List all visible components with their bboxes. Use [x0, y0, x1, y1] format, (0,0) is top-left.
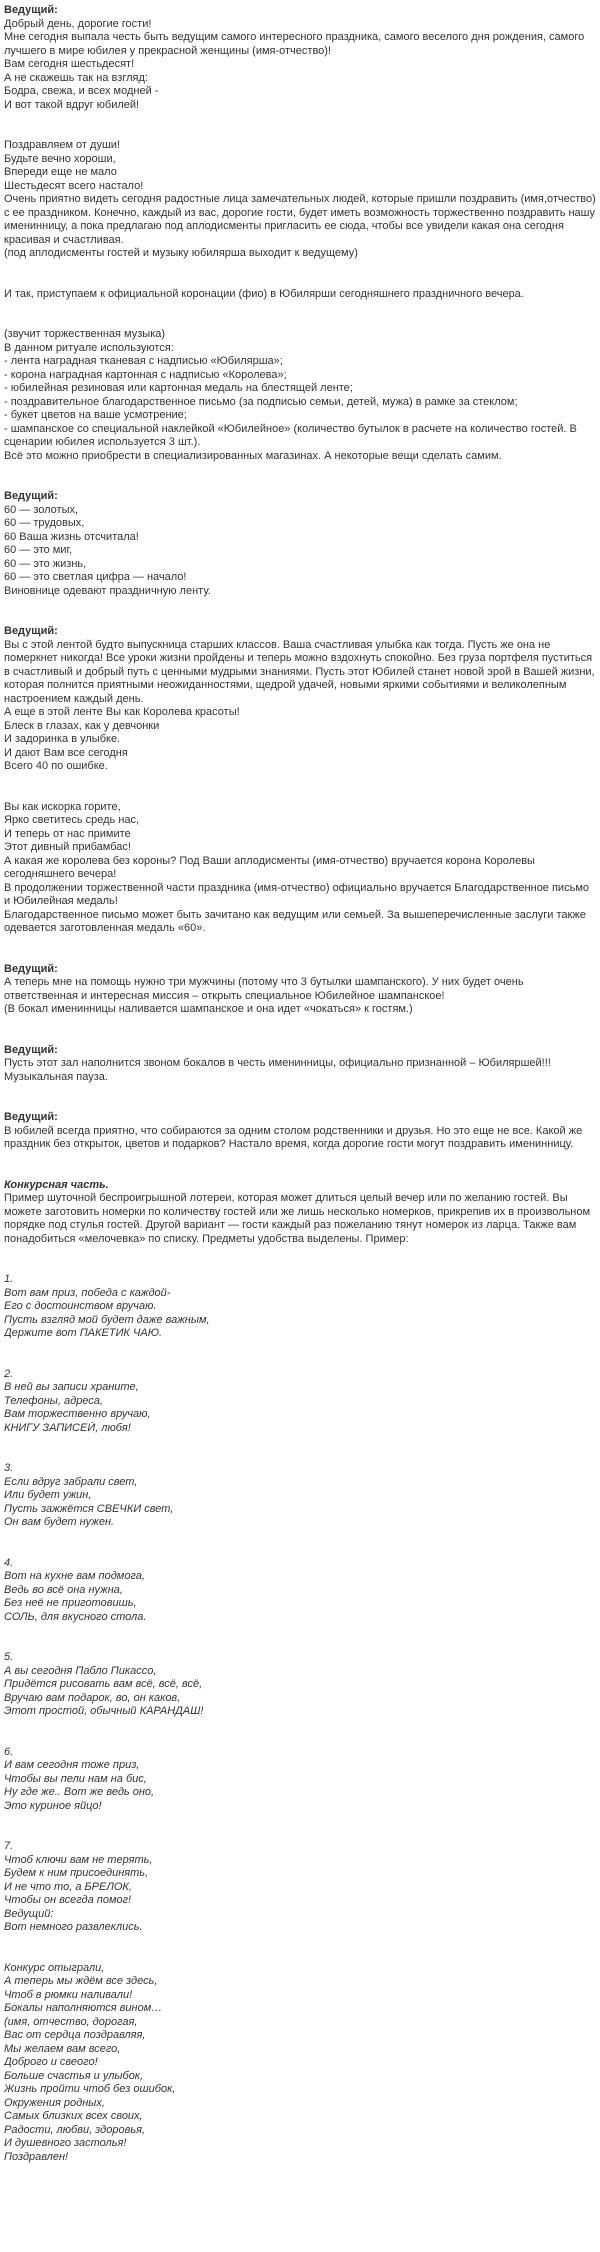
speaker-label: Ведущий:	[4, 1111, 58, 1123]
text-line: Шестьдесят всего настало!	[4, 179, 144, 192]
text-paragraph: Пример шуточной беспроигрышной лотереи, которая может длиться целый вечер или по желанию гостей. Вы можете заготовить номерки по количеству гостей или же лишь несколько номерков, прикрепив их в произвольном порядке под стулья гостей. Другой вариант — гости каждый раз пожеланию тянут номерок из ларца. Также вам понадобиться «мелочевка» по списку. Предметы удобства выделены. Пример:	[4, 1192, 591, 1245]
poem-line: Пусть взгляд мой будет даже важным,	[4, 1313, 210, 1326]
text-line: Добрый день, дорогие гости!	[4, 17, 152, 30]
text-line: Ярко светитесь средь нас,	[4, 814, 140, 826]
poem-number: 6.	[4, 1745, 14, 1758]
section-toast	[4, 1030, 596, 1084]
poem-line: И не что то, а БРЕЛОК,	[4, 1880, 132, 1893]
text-line: А не скажешь так на взгляд:	[4, 71, 148, 84]
text-line: И вот такой вдруг юбилей!	[4, 98, 140, 111]
final-toast-poem	[4, 1948, 596, 2164]
text-line: Бодра, свежа, и всех модней -	[4, 85, 159, 97]
section-ritual-items	[4, 315, 596, 464]
poem-line: Жизнь пройти чтоб без ошибок,	[4, 2083, 176, 2095]
poem-number: 2.	[4, 1367, 14, 1380]
poem-line: Будем к ним присоединять,	[4, 1867, 149, 1879]
speaker-label: Ведущий:	[4, 625, 58, 637]
spacer	[4, 787, 596, 801]
list-item: - лента наградная тканевая с надписью «Юбилярша»;	[4, 355, 283, 367]
spacer	[4, 612, 596, 626]
spacer	[4, 477, 596, 491]
prize-poem-3	[4, 1449, 596, 1530]
text-paragraph: Очень приятно видеть сегодня радостные лица замечательных людей, которые пришли поздравить (имя,отчество) с ее праздником. Конечно, каждый из вас, дорогие гости, будет иметь возможность торжественно поздравить нашу именинницу, а пока предлагаю под аплодисменты пригласить ее сюда, чтобы все увидели какая она сегодня красивая и счастливая.	[4, 193, 596, 246]
text-line: Поздравляем от души!	[4, 139, 120, 151]
spacer	[4, 1354, 596, 1368]
poem-line: Если вдруг забрали свет,	[4, 1475, 138, 1488]
spacer	[4, 1449, 596, 1463]
poem-line: Чтобы он всегда помог!	[4, 1894, 132, 1906]
poem-line: Этот простой, обычный КАРАНДАШ!	[4, 1705, 204, 1717]
poem-line: Вот немного развлеклись.	[4, 1921, 143, 1933]
text-line: Этот дивный прибамбас!	[4, 841, 131, 853]
poem-line: Вас от сердца поздравляя,	[4, 2029, 146, 2041]
section-heading: Конкурсная часть.	[4, 1178, 109, 1191]
prize-poem-7	[4, 1827, 596, 1935]
text-paragraph: И так, приступаем к официальной коронации (фио) в Юбилярши сегодняшнего праздничного вечера.	[4, 287, 524, 300]
text-paragraph: В юбилей всегда приятно, что собираются за одним столом родственники и друзья. Но это еще не все. Какой же праздник без открыток, цветов и подарков? Настало время, когда дорогие гости могут поздравить именинницу.	[4, 1124, 583, 1150]
list-item: - букет цветов на ваше усмотрение;	[4, 409, 187, 421]
section-ribbon	[4, 612, 596, 774]
list-item: - юбилейная резиновая или картонная медаль на блестящей ленте;	[4, 382, 353, 394]
spacer	[4, 1030, 596, 1044]
section-crown	[4, 787, 596, 936]
poem-line: Телефоны, адреса,	[4, 1394, 103, 1407]
text-line: И дают Вам все сегодня	[4, 746, 128, 759]
poem-number: 7.	[4, 1840, 14, 1852]
text-paragraph: Мне сегодня выпала честь быть ведущим самого интересного праздника, самого веселого дня рождения, самого лучшего в мире юбилея у прекрасной женщины (имя-отчество)!	[4, 31, 585, 57]
spacer	[4, 949, 596, 963]
poem-line: Мы желаем вам всего,	[4, 2042, 121, 2055]
poem-line: (имя, отчество, дорогая,	[4, 2015, 138, 2028]
section-greeting	[4, 4, 596, 112]
list-item: - шампанское со специальной наклейкой «Юбилейное» (количество бутылок в расчете на количество гостей. В сценарии юбилея используется 3 шт.).	[4, 422, 577, 448]
poem-line: Вот вам приз, победа с каждой-	[4, 1286, 171, 1299]
text-paragraph: Вы с этой лентой будто выпускница старших классов. Ваша счастливая улыбка как тогда. Пусть же она не померкнет никогда! Все уроки жизни пройдены и теперь можно вздохнуть спокойно. Без груза портфеля пуститься в счастливый и добрый путь с ценными мудрыми знаниями. Пусть этот Юбилей станет новой эрой в Вашей жизни, которая полнится приятными неожиданностями, щедрой удачей, новыми яркими событиями и великолепным настроением каждый день.	[4, 638, 595, 705]
list-item: - корона наградная картонная с надписью «Королева»;	[4, 368, 287, 381]
poem-line: Поздравлен!	[4, 2150, 69, 2163]
text-line: 60 — это светлая цифра — начало!	[4, 571, 187, 583]
text-line: 60 — это миг,	[4, 544, 73, 556]
text-line: 60 Ваша жизнь отсчитала!	[4, 530, 139, 543]
poem-line: Без неё не приготовишь,	[4, 1597, 137, 1609]
prize-poem-1	[4, 1260, 596, 1341]
poem-line: Держите вот ПАКЕТИК ЧАЮ.	[4, 1327, 163, 1339]
poem-line: В ней вы записи храните,	[4, 1381, 139, 1393]
section-congrats	[4, 126, 596, 261]
poem-line: И вам сегодня тоже приз,	[4, 1759, 140, 1771]
speaker-label: Ведущий:	[4, 4, 58, 16]
poem-line: Чтоб ключи вам не терять,	[4, 1853, 153, 1866]
poem-line: И душевного застолья!	[4, 2137, 127, 2149]
poem-number: 4.	[4, 1556, 14, 1569]
text-paragraph: А какая же королева без короны? Под Ваши аплодисменты (имя-отчество) вручается корона Королевы сегодняшнего вечера!	[4, 854, 535, 880]
text-line: Виновнице одевают праздничную ленту.	[4, 584, 211, 597]
text-line: (под аплодисменты гостей и музыку юбилярша выходит к ведущему)	[4, 247, 358, 259]
text-line: Вам сегодня шестьдесят!	[4, 58, 135, 70]
spacer	[4, 126, 596, 140]
poem-line: Вам торжественно вручаю,	[4, 1408, 151, 1420]
poem-line: Его с достоинством вручаю.	[4, 1300, 157, 1312]
text-line: Впереди еще не мало	[4, 166, 117, 178]
poem-line: Больше счастья и улыбок,	[4, 2069, 144, 2082]
poem-line: Радости, любви, здоровья,	[4, 2123, 146, 2136]
prize-poem-5	[4, 1638, 596, 1719]
spacer	[4, 1165, 596, 1179]
text-line: (В бокал именинницы наливается шампанское и она идет «чокаться» к гостям.)	[4, 1003, 413, 1015]
poem-line: Ведь во всё она нужна,	[4, 1583, 123, 1596]
spacer	[4, 1732, 596, 1746]
poem-line: Самых близких всех своих,	[4, 2110, 143, 2122]
poem-line: КНИГУ ЗАПИСЕЙ, любя!	[4, 1421, 131, 1434]
poem-line: Он вам будет нужен.	[4, 1516, 115, 1528]
poem-line: Ну где же.. Вот же ведь оно,	[4, 1786, 155, 1798]
text-line: Вы как искорка горите,	[4, 800, 121, 813]
prize-poem-6	[4, 1732, 596, 1813]
spacer	[4, 1948, 596, 1962]
speaker-label: Ведущий:	[4, 490, 58, 502]
text-line: А еще в этой ленте Вы как Королева красоты!	[4, 706, 240, 718]
text-line: И теперь от нас примите	[4, 827, 131, 840]
poem-line: Придётся рисовать вам всё, всё, всё,	[4, 1678, 203, 1690]
poem-number: 5.	[4, 1651, 14, 1663]
spacer	[4, 1260, 596, 1274]
spacer	[4, 1543, 596, 1557]
section-champagne	[4, 949, 596, 1017]
text-paragraph: Благодарственное письмо может быть зачитано как ведущим или семьей. За вышеперечисленные заслуги также одевается заготовленная медаль «60».	[4, 908, 586, 934]
speaker-label: Ведущий:	[4, 962, 58, 975]
text-line: И задоринка в улыбке.	[4, 733, 121, 745]
poem-line: Чтобы вы пели нам на бис,	[4, 1772, 147, 1785]
spacer	[4, 1638, 596, 1652]
poem-line: Ведущий:	[4, 1907, 54, 1920]
spacer	[4, 1098, 596, 1112]
spacer	[4, 315, 596, 329]
poem-line: Или будет ужин,	[4, 1489, 92, 1501]
text-paragraph: Всё это можно приобрести в специализированных магазинах. А некоторые вещи сделать самим.	[4, 449, 502, 462]
prize-poem-2	[4, 1354, 596, 1435]
poem-number: 3.	[4, 1462, 14, 1474]
text-line: Будьте вечно хороши,	[4, 152, 116, 165]
poem-line: Это куриное яйцо!	[4, 1799, 102, 1812]
poem-line: Окружения родных,	[4, 2096, 105, 2109]
poem-line: Пусть зажжётся СВЕЧКИ свет,	[4, 1502, 174, 1515]
spacer	[4, 1827, 596, 1841]
text-line: 60 — это жизнь,	[4, 557, 87, 570]
poem-line: А вы сегодня Пабло Пикассо,	[4, 1664, 157, 1677]
text-paragraph: А теперь мне на помощь нужно три мужчины (потому что 3 бутылки шампанского). У них будет очень ответственная и интересная миссия – открыть специальное Юбилейное шампанское!	[4, 976, 524, 1002]
poem-line: СОЛЬ, для вкусного стола.	[4, 1610, 147, 1623]
poem-line: А теперь мы ждём все здесь,	[4, 1975, 158, 1987]
section-contest	[4, 1165, 596, 1246]
poem-line: Бокалы наполняются вином…	[4, 2002, 163, 2014]
poem-line: Конкурс отыграли,	[4, 1961, 105, 1974]
prize-poem-4	[4, 1543, 596, 1624]
text-line: Музыкальная пауза.	[4, 1070, 108, 1083]
section-coronation	[4, 274, 596, 301]
poem-line: Чтоб в рюмки наливали!	[4, 1988, 133, 2001]
spacer	[4, 274, 596, 288]
text-line: Пусть этот зал наполнится звоном бокалов в честь именинницы, официально признанной – Юбиляршей!!!	[4, 1057, 551, 1069]
section-gifts	[4, 1098, 596, 1152]
poem-line: Вручаю вам подарок, во, он каков,	[4, 1691, 181, 1704]
text-line: 60 — золотых,	[4, 503, 79, 516]
section-sixty	[4, 477, 596, 599]
text-paragraph: В продолжении торжественной части праздника (имя-отчество) официально вручается Благодарственное письмо и Юбилейная медаль!	[4, 881, 589, 907]
text-line: Блеск в глазах, как у девчонки	[4, 719, 160, 732]
text-line: Всего 40 по ошибке.	[4, 760, 108, 772]
text-line: 60 — трудовых,	[4, 517, 85, 529]
speaker-label: Ведущий:	[4, 1043, 58, 1056]
list-item: - поздравительное благодарственное письмо (за подписью семьи, детей, мужа) в рамке за стеклом;	[4, 395, 518, 408]
text-line: (звучит торжественная музыка)	[4, 328, 166, 340]
poem-line: Доброго и свеого!	[4, 2056, 98, 2068]
poem-line: Вот на кухне вам подмога,	[4, 1570, 145, 1582]
text-line: В данном ритуале используются:	[4, 341, 174, 354]
poem-number: 1.	[4, 1273, 14, 1285]
